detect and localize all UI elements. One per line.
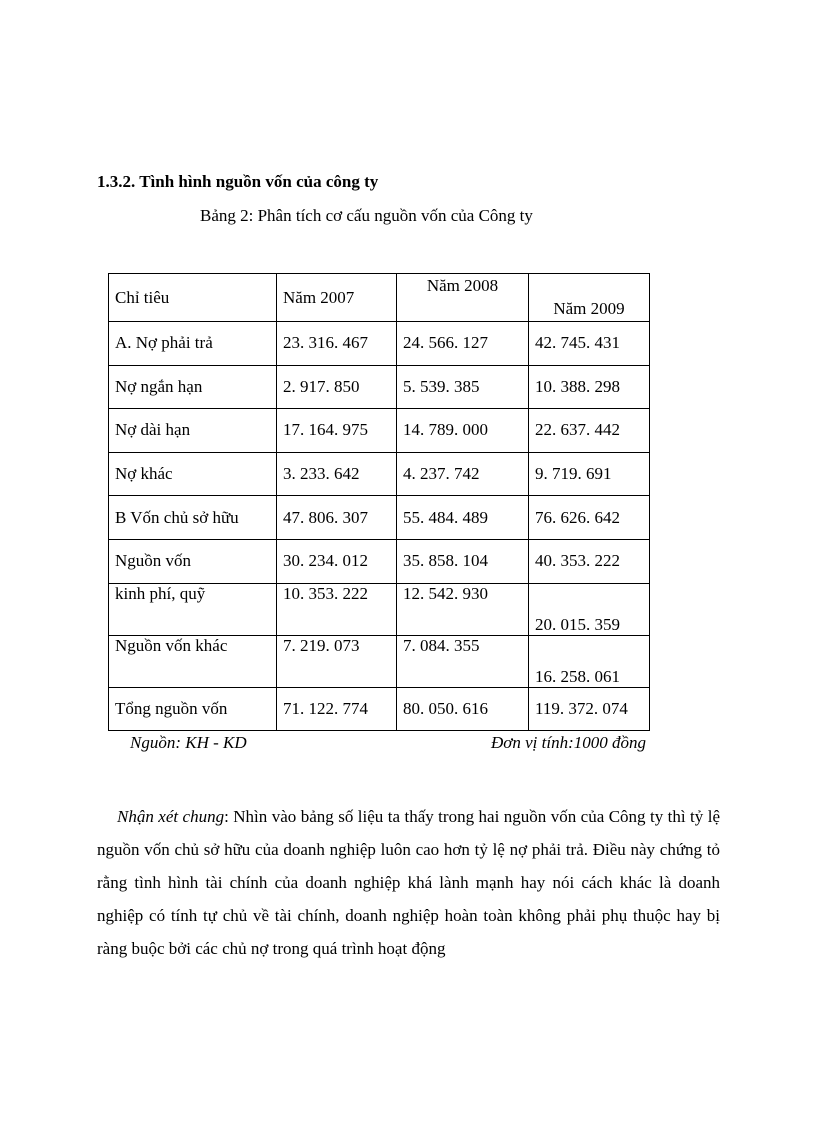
cell-2007: 2. 917. 850 xyxy=(277,365,397,409)
cell-2009: 76. 626. 642 xyxy=(529,496,650,540)
row-label: A. Nợ phải trả xyxy=(109,322,277,366)
row-label: Nợ dài hạn xyxy=(109,409,277,453)
cell-2009: 9. 719. 691 xyxy=(529,452,650,496)
cell-2008: 5. 539. 385 xyxy=(397,365,529,409)
cell-2008: 80. 050. 616 xyxy=(397,687,529,731)
row-label: Nguồn vốn khác xyxy=(109,635,277,687)
comment-lead: Nhận xét chung xyxy=(117,807,225,826)
cell-2008: 4. 237. 742 xyxy=(397,452,529,496)
cell-2009: 22. 637. 442 xyxy=(529,409,650,453)
cell-2009: 119. 372. 074 xyxy=(529,687,650,731)
cell-2007: 71. 122. 774 xyxy=(277,687,397,731)
section-title: 1.3.2. Tình hình nguồn vốn của công ty xyxy=(97,172,379,191)
table-row xyxy=(109,635,650,687)
row-label: kinh phí, quỹ xyxy=(109,583,277,635)
cell-2009: 42. 745. 431 xyxy=(529,322,650,366)
table-caption: Bảng 2: Phân tích cơ cấu nguồn vốn của Công ty xyxy=(200,206,533,225)
cell-2009: 10. 388. 298 xyxy=(529,365,650,409)
table-row xyxy=(109,687,650,731)
header-2008: Năm 2008 xyxy=(397,274,529,322)
row-label: Nợ khác xyxy=(109,452,277,496)
cell-2008: 24. 566. 127 xyxy=(397,322,529,366)
header-indicator: Chỉ tiêu xyxy=(109,274,277,322)
table-row xyxy=(109,365,650,409)
cell-2007: 17. 164. 975 xyxy=(277,409,397,453)
cell-2008: 14. 789. 000 xyxy=(397,409,529,453)
comment-text: : Nhìn vào bảng số liệu ta thấy trong hai nguồn vốn của Công ty thì tỷ lệ nguồn vốn chủ sở hữu của doanh nghiệp luôn cao hơn tỷ lệ nợ phải trả. Điều này chứng tỏ rằng tình hình tài chính của doanh nghiệp khá lành mạnh hay nói cách khác là doanh nghiệp có tính tự chủ về tài chính, doanh nghiệp hoàn toàn không phải phụ thuộc hay bị ràng buộc bởi các chủ nợ trong quá trình hoạt động xyxy=(97,807,721,958)
cell-2007: 10. 353. 222 xyxy=(277,583,397,635)
cell-2007: 3. 233. 642 xyxy=(277,452,397,496)
cell-2007: 47. 806. 307 xyxy=(277,496,397,540)
cell-2009: 20. 015. 359 xyxy=(529,583,650,635)
table-row xyxy=(109,496,650,540)
cell-2007: 30. 234. 012 xyxy=(277,539,397,583)
table-row xyxy=(109,452,650,496)
row-label: Nợ ngắn hạn xyxy=(109,365,277,409)
cell-2008: 12. 542. 930 xyxy=(397,583,529,635)
table-row xyxy=(109,409,650,453)
unit-note: Đơn vị tính:1000 đồng xyxy=(491,733,646,752)
table-header-row xyxy=(109,274,650,322)
table-row xyxy=(109,322,650,366)
general-comment xyxy=(97,800,720,965)
header-2009: Năm 2009 xyxy=(529,274,650,322)
header-2007: Năm 2007 xyxy=(277,274,397,322)
cell-2007: 7. 219. 073 xyxy=(277,635,397,687)
cell-2007: 23. 316. 467 xyxy=(277,322,397,366)
cell-2008: 55. 484. 489 xyxy=(397,496,529,540)
cell-2009: 16. 258. 061 xyxy=(529,635,650,687)
row-label: B Vốn chủ sở hữu xyxy=(109,496,277,540)
cell-2008: 7. 084. 355 xyxy=(397,635,529,687)
table-row xyxy=(109,583,650,635)
source-note: Nguồn: KH - KD xyxy=(130,733,247,752)
capital-structure-table xyxy=(108,273,650,731)
table-row xyxy=(109,539,650,583)
cell-2008: 35. 858. 104 xyxy=(397,539,529,583)
row-label: Nguồn vốn xyxy=(109,539,277,583)
cell-2009: 40. 353. 222 xyxy=(529,539,650,583)
row-label: Tổng nguồn vốn xyxy=(109,687,277,731)
